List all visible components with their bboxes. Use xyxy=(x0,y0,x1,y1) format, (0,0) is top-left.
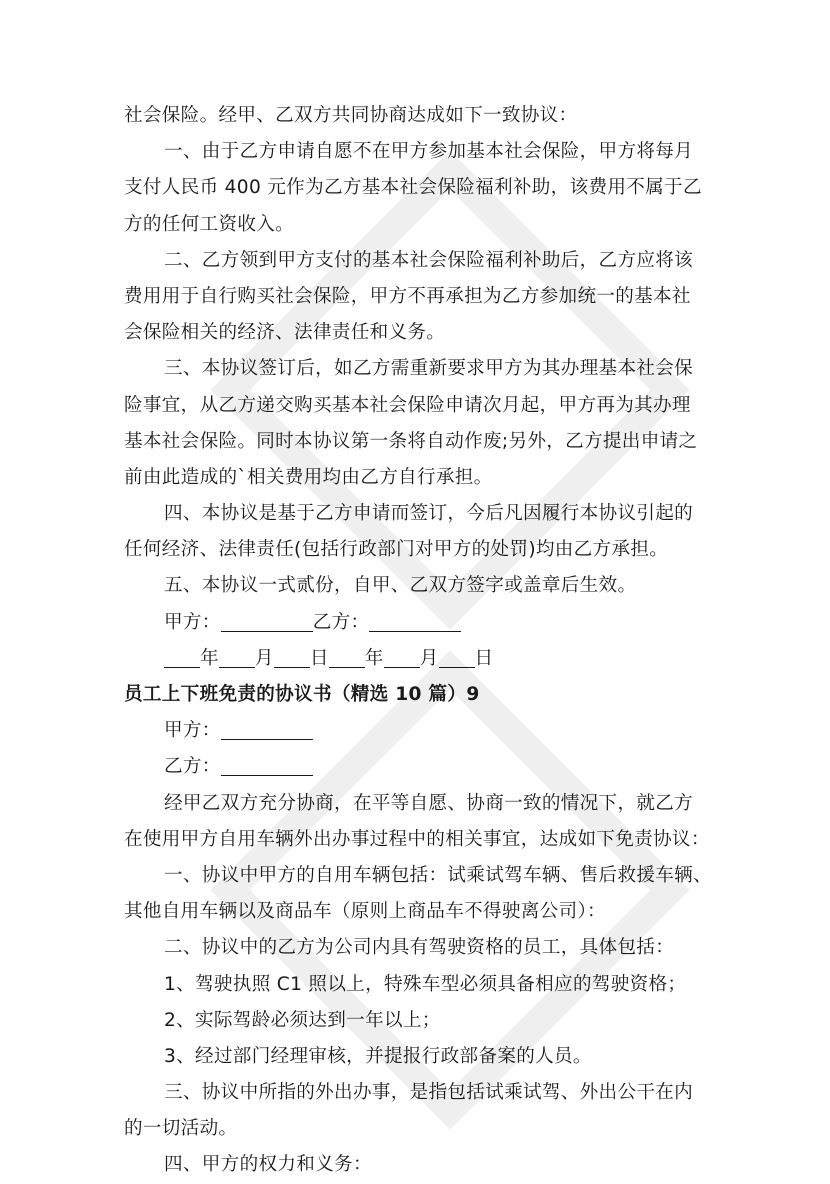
year-blank xyxy=(329,645,365,668)
paragraph-line: 二、协议中的乙方为公司内具有驾驶资格的员工，具体包括： xyxy=(164,937,675,959)
paragraph-line: 任何经济、法律责任(包括行政部门对甲方的处罚)均由乙方承担。 xyxy=(124,539,669,561)
paragraph-line: 前由此造成的`相关费用均由乙方自行承担。 xyxy=(124,466,493,488)
month-blank xyxy=(219,645,255,668)
party-b-sign-label: 乙方： xyxy=(312,611,370,633)
paragraph-line: 方的任何工资收入。 xyxy=(124,213,295,235)
document-page xyxy=(124,98,714,1184)
paragraph-line: 社会保险。经甲、乙双方共同协商达成如下一致协议： xyxy=(124,105,578,126)
paragraph-line: 2、实际驾龄必须达到一年以上； xyxy=(164,1009,441,1031)
paragraph-line: 经甲乙双方充分协商，在平等自愿、协商一致的情况下，就乙方 xyxy=(164,792,694,814)
paragraph-line: 费用用于自行购买社会保险，甲方不再承担为乙方参加统一的基本社 xyxy=(124,285,691,307)
paragraph-line: 在使用甲方自用车辆外出办事过程中的相关事宜，达成如下免责协议： xyxy=(124,828,710,850)
month-blank xyxy=(384,645,420,668)
paragraph-line: 五、本协议一式贰份，自甲、乙双方签字或盖章后生效。 xyxy=(164,575,637,597)
paragraph-line: 支付人民币 400 元作为乙方基本社会保险福利补助，该费用不属于乙 xyxy=(124,177,702,199)
party-b-line xyxy=(124,749,714,785)
paragraph-line: 1、驾驶执照 C1 照以上，特殊车型必须具备相应的驾驶资格； xyxy=(164,973,687,995)
party-a-blank xyxy=(221,717,313,740)
year-blank xyxy=(164,645,200,668)
paragraph-line: 基本社会保险。同时本协议第一条将自动作废;另外，乙方提出申请之 xyxy=(124,430,698,452)
party-b-blank xyxy=(221,753,313,776)
party-a-sign-label: 甲方： xyxy=(164,611,221,633)
paragraph-line: 3、经过部门经理审核，并提报行政部备案的人员。 xyxy=(164,1045,592,1067)
day-label: 日 xyxy=(474,647,494,669)
year-label: 年 xyxy=(200,647,219,669)
section-heading: 员工上下班免责的协议书（精选 10 篇）9 xyxy=(124,684,480,705)
day-blank xyxy=(274,645,310,668)
paragraph-line: 的一切活动。 xyxy=(124,1118,238,1140)
paragraph-line: 会保险相关的经济、法律责任和义务。 xyxy=(124,322,446,344)
paragraph-line: 二、乙方领到甲方支付的基本社会保险福利补助后，乙方应将该 xyxy=(164,249,694,271)
party-b-sign-blank xyxy=(369,609,461,632)
party-a-label: 甲方： xyxy=(164,720,221,742)
party-a-line xyxy=(124,713,714,749)
day-label: 日 xyxy=(309,647,329,669)
paragraph-line: 三、协议中所指的外出办事，是指包括试乘试驾、外出公干在内 xyxy=(164,1082,694,1104)
month-label: 月 xyxy=(254,647,274,669)
day-blank xyxy=(439,645,475,668)
month-label: 月 xyxy=(419,647,439,669)
party-b-label: 乙方： xyxy=(164,756,221,778)
paragraph-line: 其他自用车辆以及商品车（原则上商品车不得驶离公司）： xyxy=(124,901,606,923)
paragraph-line: 险事宜，从乙方递交购买基本社会保险申请次月起，甲方再为其办理 xyxy=(124,394,691,416)
signature-line xyxy=(124,605,714,641)
party-a-sign-blank xyxy=(221,609,313,632)
paragraph-line: 一、协议中甲方的自用车辆包括：试乘试驾车辆、售后救援车辆、 xyxy=(164,864,712,886)
paragraph-line: 三、本协议签订后，如乙方需重新要求甲方为其办理基本社会保 xyxy=(164,358,694,380)
paragraph-line: 四、甲方的权力和义务： xyxy=(164,1154,372,1176)
year-label: 年 xyxy=(364,647,384,669)
date-line xyxy=(124,641,714,677)
paragraph-line: 一、由于乙方申请自愿不在甲方参加基本社会保险，甲方将每月 xyxy=(164,141,694,163)
paragraph-line: 四、本协议是基于乙方申请而签订，今后凡因履行本协议引起的 xyxy=(164,503,694,525)
